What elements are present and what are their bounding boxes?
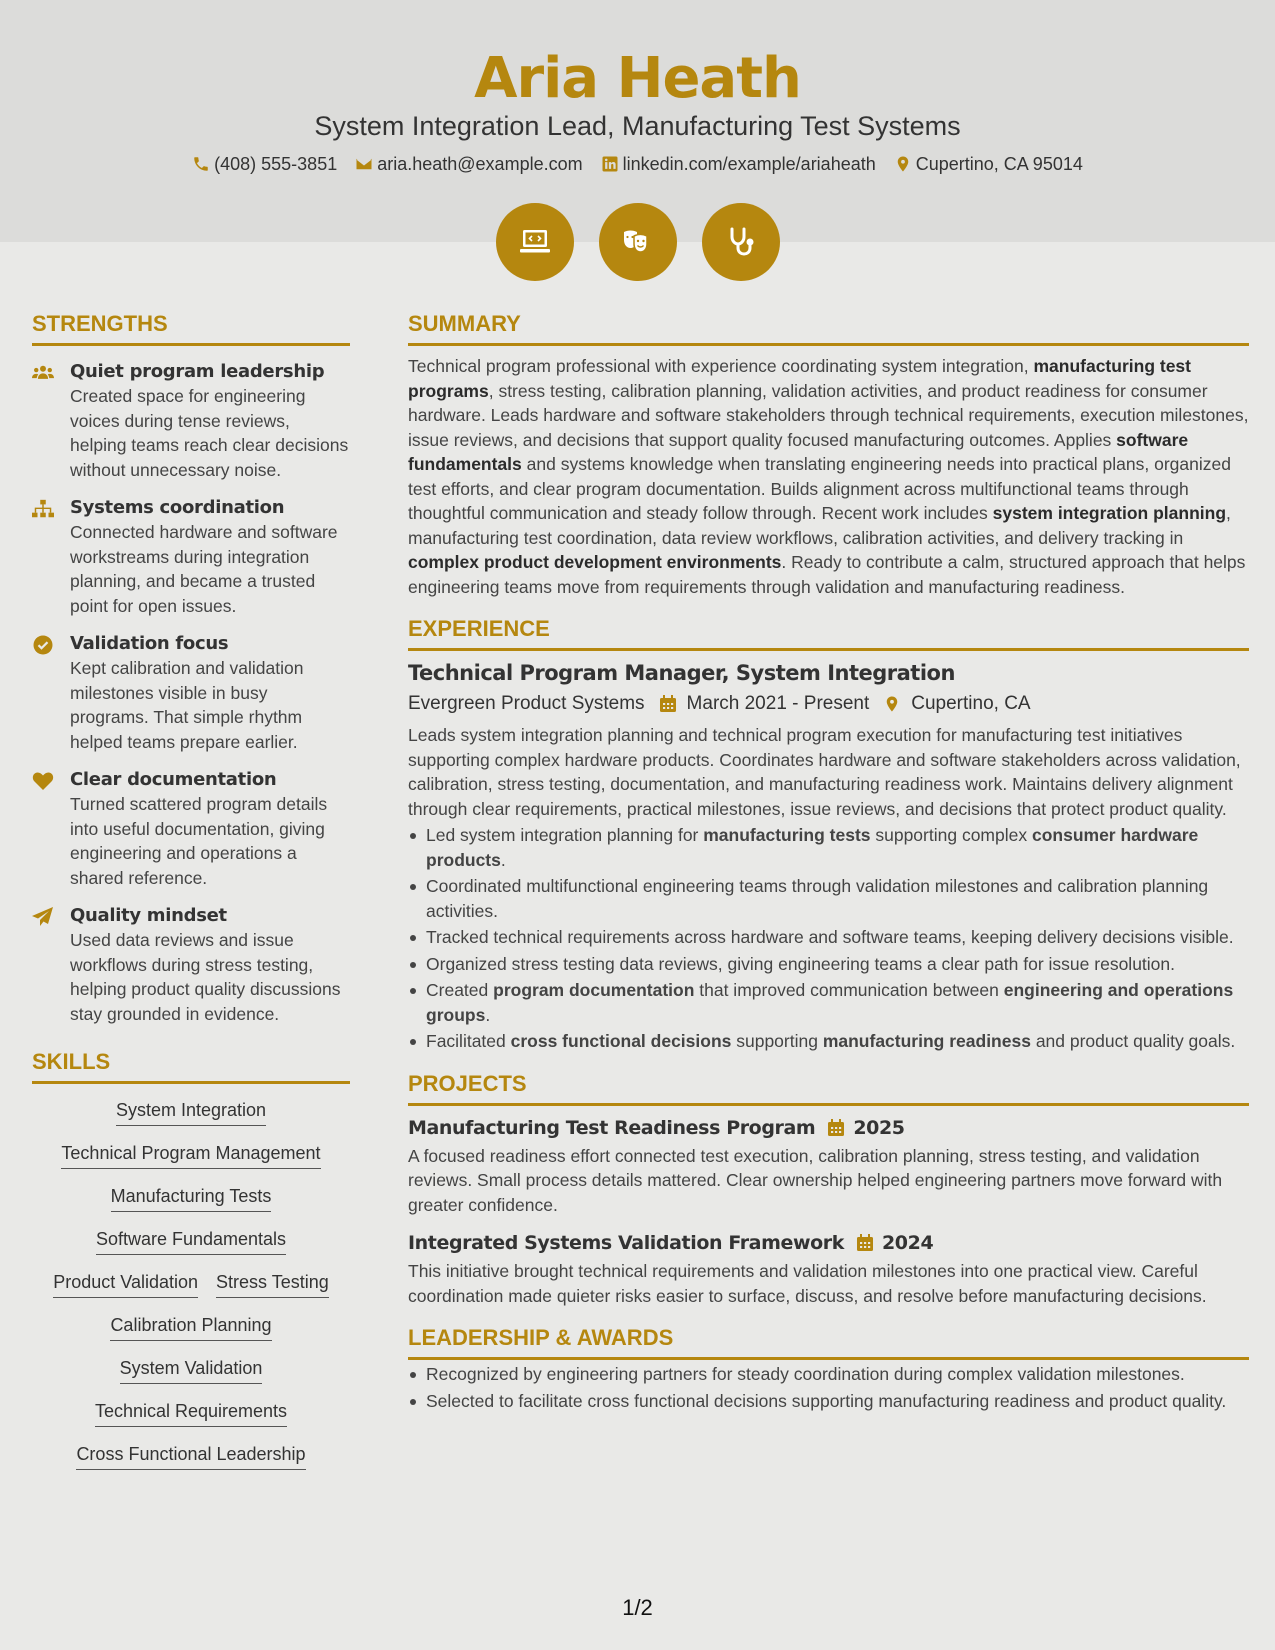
list-item: Led system integration planning for manufacturing tests supporting complex consumer hardware products. bbox=[408, 823, 1249, 872]
project-year: 2024 bbox=[881, 1232, 934, 1254]
location-text: Cupertino, CA 95014 bbox=[915, 153, 1083, 174]
theater-masks-icon bbox=[620, 224, 656, 260]
skill-tag: Cross Functional Leadership bbox=[76, 1442, 305, 1470]
strength-description: Created space for engineering voices during tense reviews, helping teams reach clear decisions without unnecessary noise. bbox=[70, 386, 349, 480]
strength-description: Connected hardware and software workstreams during integration planning, and became a trusted point for open issues. bbox=[70, 522, 338, 616]
list-item: Organized stress testing data reviews, giving engineering teams a clear path for issue resolution. bbox=[408, 952, 1249, 977]
strength-title: Quality mindset bbox=[70, 905, 227, 926]
list-item: Selected to facilitate cross functional decisions supporting manufacturing readiness and product quality. bbox=[408, 1389, 1249, 1414]
summary-heading: SUMMARY bbox=[408, 310, 1249, 346]
candidate-name: Aria Heath bbox=[474, 46, 801, 111]
strength-description: Used data reviews and issue workflows during stress testing, helping product quality discussions stay grounded in evidence. bbox=[70, 930, 341, 1024]
leadership-list bbox=[408, 1362, 1249, 1413]
calendar-icon bbox=[659, 695, 677, 713]
job-dates: March 2021 - Present bbox=[686, 693, 870, 714]
job-company: Evergreen Product Systems bbox=[408, 693, 645, 714]
strength-item bbox=[32, 768, 350, 890]
strength-item bbox=[32, 496, 350, 618]
badge-masks bbox=[599, 203, 677, 281]
map-marker-icon bbox=[894, 155, 912, 173]
phone-text: (408) 555-3851 bbox=[214, 153, 338, 174]
strengths-heading: STRENGTHS bbox=[32, 310, 350, 346]
project-item bbox=[408, 1114, 1249, 1218]
summary-text: Technical program professional with experience coordinating system integration, manufacturing test programs, stress testing, calibration planning, validation activities, and product readiness for consumer hardware. Leads hardware and software stakeholders through technical requirements, execution milestones, issue reviews, and decisions that support quality focused manufacturing outcomes. Applies software fundamentals and systems knowledge when translating engineering needs into practical plans, organized test efforts, and clear program documentation. Builds alignment across multifunctional teams through thoughtful communication and steady follow through. Recent work includes system integration planning, manufacturing test coordination, data review workflows, calibration activities, and delivery tracking in complex product development environments. Ready to contribute a calm, structured approach that helps engineering teams move from requirements through validation and manufacturing readiness. bbox=[408, 356, 1249, 597]
contact-phone[interactable] bbox=[192, 154, 337, 175]
strength-title: Systems coordination bbox=[70, 497, 285, 518]
strength-description: Turned scattered program details into useful documentation, giving engineering and operations a shared reference. bbox=[70, 794, 328, 888]
strengths-list bbox=[32, 360, 350, 1026]
strength-item bbox=[32, 904, 350, 1026]
skill-tag: Calibration Planning bbox=[110, 1313, 271, 1341]
heart-icon bbox=[32, 771, 54, 791]
calendar-icon bbox=[827, 1119, 845, 1137]
contact-bar bbox=[0, 150, 1275, 178]
stethoscope-icon bbox=[723, 224, 759, 260]
candidate-title: System Integration Lead, Manufacturing Test Systems bbox=[314, 111, 961, 141]
skill-tag: System Integration bbox=[116, 1098, 266, 1126]
project-description: This initiative brought technical requirements and validation milestones into one practical view. Careful coordination made quieter risks easier to surface, discuss, and resolve before manufacturing decisions. bbox=[408, 1261, 1207, 1306]
page-number: 1/2 bbox=[622, 1595, 653, 1620]
users-icon bbox=[32, 363, 54, 383]
experience-heading: EXPERIENCE bbox=[408, 615, 1249, 651]
linkedin-icon bbox=[601, 155, 619, 173]
strength-title: Validation focus bbox=[70, 633, 229, 654]
left-column bbox=[32, 310, 350, 1470]
strength-title: Quiet program leadership bbox=[70, 361, 325, 382]
right-column bbox=[408, 310, 1249, 1415]
project-year: 2025 bbox=[853, 1116, 905, 1139]
skill-tag: Technical Program Management bbox=[61, 1141, 320, 1169]
skill-tag: Technical Requirements bbox=[95, 1399, 287, 1427]
job-description: Leads system integration planning and technical program execution for manufacturing test initiatives supporting complex hardware products. Coordinates hardware and software stakeholders across validation, calibration, stress testing, documentation, and manufacturing readiness work. Maintains delivery alignment through clear requirements, practical milestones, issue reviews, and decisions that protect product quality. bbox=[408, 725, 1241, 819]
projects-heading: PROJECTS bbox=[408, 1070, 1249, 1106]
list-item: Coordinated multifunctional engineering teams through validation milestones and calibration planning activities. bbox=[408, 874, 1249, 923]
list-item: Facilitated cross functional decisions supporting manufacturing readiness and product quality goals. bbox=[408, 1029, 1249, 1054]
skill-tag: Product Validation bbox=[53, 1270, 198, 1298]
strength-title: Clear documentation bbox=[70, 769, 277, 790]
skills-list bbox=[32, 1084, 350, 1470]
job-location: Cupertino, CA bbox=[911, 693, 1031, 714]
list-item: Tracked technical requirements across hardware and software teams, keeping delivery decisions visible. bbox=[408, 925, 1249, 950]
skill-tag: Software Fundamentals bbox=[96, 1227, 286, 1255]
phone-icon bbox=[192, 155, 210, 173]
badge-row bbox=[0, 203, 1275, 281]
project-name: Integrated Systems Validation Framework bbox=[408, 1232, 844, 1254]
contact-email[interactable] bbox=[355, 154, 582, 175]
badge-stethoscope bbox=[702, 203, 780, 281]
skills-heading: SKILLS bbox=[32, 1048, 350, 1084]
check-circle-icon bbox=[32, 635, 54, 655]
project-name: Manufacturing Test Readiness Program bbox=[408, 1116, 816, 1139]
strength-item bbox=[32, 632, 350, 754]
badge-laptop bbox=[496, 203, 574, 281]
project-description: A focused readiness effort connected test execution, calibration planning, stress testing, and validation reviews. Small process details mattered. Clear ownership helped engineering partners move forward with greater confidence. bbox=[408, 1145, 1223, 1215]
contact-linkedin[interactable] bbox=[601, 154, 876, 175]
sitemap-icon bbox=[32, 499, 54, 519]
map-marker-icon bbox=[883, 695, 901, 713]
job-meta bbox=[408, 689, 1249, 719]
contact-location bbox=[894, 154, 1083, 175]
paper-plane-icon bbox=[32, 907, 54, 927]
skill-tag: Stress Testing bbox=[216, 1270, 329, 1298]
list-item: Recognized by engineering partners for steady coordination during complex validation milestones. bbox=[408, 1362, 1249, 1387]
job-title: Technical Program Manager, System Integration bbox=[408, 661, 955, 685]
skill-tag: Manufacturing Tests bbox=[111, 1184, 272, 1212]
leadership-heading: LEADERSHIP & AWARDS bbox=[408, 1324, 1249, 1360]
laptop-code-icon bbox=[517, 224, 553, 260]
strength-item bbox=[32, 360, 350, 482]
project-item bbox=[408, 1229, 1249, 1308]
job-bullets bbox=[408, 823, 1249, 1054]
strength-description: Kept calibration and validation milestones visible in busy programs. That simple rhythm helped teams prepare earlier. bbox=[70, 658, 304, 752]
skill-tag: System Validation bbox=[120, 1356, 263, 1384]
envelope-icon bbox=[355, 155, 373, 173]
calendar-icon bbox=[856, 1234, 874, 1252]
list-item: Created program documentation that improved communication between engineering and operations groups. bbox=[408, 978, 1249, 1027]
linkedin-text: linkedin.com/example/ariaheath bbox=[622, 153, 876, 174]
email-text: aria.heath@example.com bbox=[377, 153, 583, 174]
